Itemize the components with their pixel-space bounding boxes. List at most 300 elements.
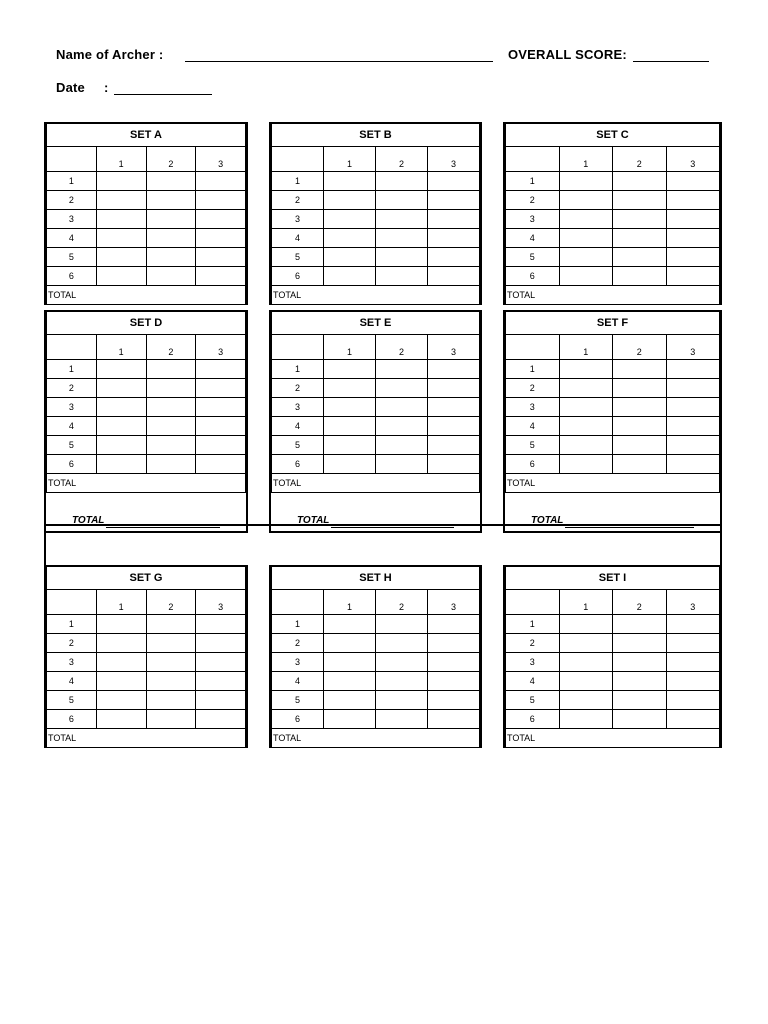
score-cell[interactable] xyxy=(559,248,613,267)
score-row xyxy=(47,672,246,691)
score-cell[interactable] xyxy=(613,172,667,191)
grand-total-area xyxy=(271,493,480,533)
score-row xyxy=(272,417,480,436)
score-cell[interactable] xyxy=(196,248,246,267)
set-total-cell[interactable]: TOTAL xyxy=(47,286,246,305)
row-number: 3 xyxy=(272,398,324,417)
score-cell[interactable] xyxy=(666,172,720,191)
score-row xyxy=(47,417,246,436)
score-row xyxy=(506,379,720,398)
score-cell[interactable] xyxy=(428,229,480,248)
score-cell[interactable] xyxy=(324,672,376,691)
score-row xyxy=(47,455,246,474)
score-cell[interactable] xyxy=(376,710,428,729)
score-row xyxy=(272,436,480,455)
score-cell[interactable] xyxy=(559,229,613,248)
score-cell[interactable] xyxy=(428,691,480,710)
grand-total-field[interactable] xyxy=(565,527,694,528)
column-header: 1 xyxy=(324,590,376,615)
grand-total-label: TOTAL xyxy=(72,515,105,526)
date-label: Date xyxy=(56,80,85,95)
score-cell[interactable] xyxy=(559,172,613,191)
score-cell[interactable] xyxy=(146,248,196,267)
score-cell[interactable] xyxy=(376,615,428,634)
score-cell[interactable] xyxy=(613,710,667,729)
set-total-cell[interactable]: TOTAL xyxy=(506,729,720,748)
row-number: 3 xyxy=(272,653,324,672)
column-header: 3 xyxy=(428,147,480,172)
score-cell[interactable] xyxy=(96,653,146,672)
score-cell[interactable] xyxy=(428,248,480,267)
score-cell[interactable] xyxy=(96,710,146,729)
score-cell[interactable] xyxy=(324,210,376,229)
score-row xyxy=(506,653,720,672)
row-number: 3 xyxy=(47,210,97,229)
score-cell[interactable] xyxy=(613,436,667,455)
score-cell[interactable] xyxy=(428,379,480,398)
score-cell[interactable] xyxy=(196,455,246,474)
score-row xyxy=(272,634,480,653)
score-cell[interactable] xyxy=(376,417,428,436)
set-total-cell[interactable]: TOTAL xyxy=(47,474,246,493)
score-cell[interactable] xyxy=(666,210,720,229)
score-cell[interactable] xyxy=(96,191,146,210)
column-header: 3 xyxy=(196,590,246,615)
score-cell[interactable] xyxy=(376,379,428,398)
score-cell[interactable] xyxy=(428,615,480,634)
set-b-title: SET B xyxy=(272,123,480,147)
score-cell[interactable] xyxy=(324,653,376,672)
score-cell[interactable] xyxy=(666,191,720,210)
score-cell[interactable] xyxy=(428,634,480,653)
score-cell[interactable] xyxy=(146,210,196,229)
score-cell[interactable] xyxy=(559,191,613,210)
row-number: 2 xyxy=(506,191,560,210)
corner-cell xyxy=(47,147,97,172)
score-cell[interactable] xyxy=(196,191,246,210)
row-number: 6 xyxy=(47,455,97,474)
score-cell[interactable] xyxy=(96,229,146,248)
score-row xyxy=(272,267,480,286)
score-cell[interactable] xyxy=(96,417,146,436)
column-header: 1 xyxy=(559,147,613,172)
score-cell[interactable] xyxy=(96,436,146,455)
row-number: 1 xyxy=(272,172,324,191)
set-e-table xyxy=(269,310,482,533)
score-row xyxy=(47,398,246,417)
sheet-left-border xyxy=(44,524,46,566)
set-g-table xyxy=(44,565,248,748)
score-cell[interactable] xyxy=(666,691,720,710)
score-cell[interactable] xyxy=(324,417,376,436)
score-cell[interactable] xyxy=(428,436,480,455)
score-cell[interactable] xyxy=(196,172,246,191)
score-cell[interactable] xyxy=(559,417,613,436)
score-cell[interactable] xyxy=(324,615,376,634)
row-number: 1 xyxy=(506,615,560,634)
grand-total-label: TOTAL xyxy=(297,515,330,526)
row-number: 6 xyxy=(506,267,560,286)
set-total-cell[interactable]: TOTAL xyxy=(272,729,480,748)
overall-score-field[interactable] xyxy=(633,61,709,62)
grand-total-area xyxy=(505,493,720,533)
score-cell[interactable] xyxy=(146,417,196,436)
score-cell[interactable] xyxy=(428,455,480,474)
column-header: 1 xyxy=(559,335,613,360)
score-cell[interactable] xyxy=(613,653,667,672)
score-cell[interactable] xyxy=(666,229,720,248)
score-cell[interactable] xyxy=(666,634,720,653)
row-number: 1 xyxy=(506,360,560,379)
row-number: 4 xyxy=(47,417,97,436)
row-number: 5 xyxy=(506,248,560,267)
score-cell[interactable] xyxy=(96,248,146,267)
score-cell[interactable] xyxy=(376,191,428,210)
date-field[interactable] xyxy=(114,94,212,95)
column-header: 1 xyxy=(324,147,376,172)
score-cell[interactable] xyxy=(559,634,613,653)
score-cell[interactable] xyxy=(96,210,146,229)
score-cell[interactable] xyxy=(146,710,196,729)
score-cell[interactable] xyxy=(666,398,720,417)
score-cell[interactable] xyxy=(613,398,667,417)
score-cell[interactable] xyxy=(196,360,246,379)
row-number: 5 xyxy=(47,436,97,455)
score-cell[interactable] xyxy=(146,634,196,653)
set-g-title: SET G xyxy=(47,566,246,590)
score-cell[interactable] xyxy=(324,248,376,267)
score-row xyxy=(506,691,720,710)
score-cell[interactable] xyxy=(146,191,196,210)
score-cell[interactable] xyxy=(613,634,667,653)
row-number: 5 xyxy=(47,248,97,267)
set-h-table xyxy=(269,565,482,748)
score-cell[interactable] xyxy=(559,436,613,455)
score-cell[interactable] xyxy=(613,417,667,436)
score-cell[interactable] xyxy=(376,455,428,474)
score-row xyxy=(272,398,480,417)
score-cell[interactable] xyxy=(196,398,246,417)
archer-name-label: Name of Archer : xyxy=(56,47,164,62)
score-cell[interactable] xyxy=(324,634,376,653)
score-row xyxy=(506,615,720,634)
score-cell[interactable] xyxy=(559,672,613,691)
score-cell[interactable] xyxy=(96,398,146,417)
set-a-table xyxy=(44,122,248,305)
column-header: 2 xyxy=(146,335,196,360)
row-number: 5 xyxy=(506,691,560,710)
score-row xyxy=(272,379,480,398)
score-cell[interactable] xyxy=(146,360,196,379)
score-cell[interactable] xyxy=(376,653,428,672)
score-cell[interactable] xyxy=(146,172,196,191)
column-header: 3 xyxy=(196,335,246,360)
set-total-cell[interactable]: TOTAL xyxy=(47,729,246,748)
corner-cell xyxy=(506,147,560,172)
score-cell[interactable] xyxy=(96,267,146,286)
column-header: 3 xyxy=(666,335,720,360)
score-row xyxy=(506,634,720,653)
column-header: 2 xyxy=(376,590,428,615)
score-cell[interactable] xyxy=(196,417,246,436)
score-row xyxy=(272,615,480,634)
set-total-cell[interactable]: TOTAL xyxy=(272,474,480,493)
score-cell[interactable] xyxy=(559,691,613,710)
score-cell[interactable] xyxy=(666,379,720,398)
score-cell[interactable] xyxy=(666,248,720,267)
score-cell[interactable] xyxy=(324,229,376,248)
score-cell[interactable] xyxy=(196,634,246,653)
score-cell[interactable] xyxy=(613,210,667,229)
row-number: 2 xyxy=(272,634,324,653)
score-cell[interactable] xyxy=(559,653,613,672)
score-cell[interactable] xyxy=(196,672,246,691)
archer-name-field[interactable] xyxy=(185,61,493,62)
score-cell[interactable] xyxy=(324,455,376,474)
column-header: 2 xyxy=(376,335,428,360)
score-row xyxy=(272,360,480,379)
score-cell[interactable] xyxy=(666,417,720,436)
column-header: 2 xyxy=(146,147,196,172)
score-row xyxy=(47,615,246,634)
score-row xyxy=(506,172,720,191)
corner-cell xyxy=(47,335,97,360)
column-header: 2 xyxy=(376,147,428,172)
row-number: 5 xyxy=(272,436,324,455)
score-cell[interactable] xyxy=(613,360,667,379)
score-cell[interactable] xyxy=(324,691,376,710)
set-e-title: SET E xyxy=(272,311,480,335)
row-number: 2 xyxy=(506,379,560,398)
set-i-table xyxy=(503,565,722,748)
column-header: 3 xyxy=(666,147,720,172)
score-cell[interactable] xyxy=(428,210,480,229)
row-number: 2 xyxy=(272,379,324,398)
corner-cell xyxy=(272,147,324,172)
column-header: 1 xyxy=(559,590,613,615)
score-cell[interactable] xyxy=(196,436,246,455)
score-cell[interactable] xyxy=(196,691,246,710)
row-number: 1 xyxy=(272,360,324,379)
score-cell[interactable] xyxy=(376,398,428,417)
score-cell[interactable] xyxy=(559,210,613,229)
score-cell[interactable] xyxy=(146,615,196,634)
set-f-title: SET F xyxy=(506,311,720,335)
score-cell[interactable] xyxy=(96,634,146,653)
score-cell[interactable] xyxy=(613,455,667,474)
score-cell[interactable] xyxy=(146,267,196,286)
score-cell[interactable] xyxy=(146,398,196,417)
score-cell[interactable] xyxy=(146,436,196,455)
score-cell[interactable] xyxy=(428,360,480,379)
score-cell[interactable] xyxy=(666,455,720,474)
row-number: 2 xyxy=(506,634,560,653)
score-cell[interactable] xyxy=(376,634,428,653)
score-cell[interactable] xyxy=(146,455,196,474)
column-header: 3 xyxy=(666,590,720,615)
column-header: 1 xyxy=(96,590,146,615)
score-cell[interactable] xyxy=(376,436,428,455)
score-cell[interactable] xyxy=(324,436,376,455)
score-cell[interactable] xyxy=(666,436,720,455)
score-cell[interactable] xyxy=(196,379,246,398)
column-header: 1 xyxy=(96,335,146,360)
corner-cell xyxy=(272,590,324,615)
score-cell[interactable] xyxy=(559,710,613,729)
score-row xyxy=(47,360,246,379)
score-cell[interactable] xyxy=(428,710,480,729)
score-cell[interactable] xyxy=(613,379,667,398)
score-row xyxy=(506,360,720,379)
score-cell[interactable] xyxy=(96,672,146,691)
corner-cell xyxy=(506,590,560,615)
score-cell[interactable] xyxy=(96,615,146,634)
score-cell[interactable] xyxy=(196,267,246,286)
score-cell[interactable] xyxy=(428,672,480,691)
row-number: 3 xyxy=(47,398,97,417)
set-c-title: SET C xyxy=(506,123,720,147)
score-cell[interactable] xyxy=(376,360,428,379)
row-number: 1 xyxy=(47,615,97,634)
score-cell[interactable] xyxy=(559,360,613,379)
score-cell[interactable] xyxy=(428,398,480,417)
grand-total-field[interactable] xyxy=(331,527,454,528)
section-divider xyxy=(44,524,722,526)
score-row xyxy=(47,172,246,191)
column-header: 2 xyxy=(613,147,667,172)
column-header: 2 xyxy=(613,590,667,615)
score-cell[interactable] xyxy=(146,379,196,398)
set-total-cell[interactable]: TOTAL xyxy=(506,474,720,493)
score-cell[interactable] xyxy=(146,672,196,691)
score-cell[interactable] xyxy=(96,360,146,379)
score-cell[interactable] xyxy=(196,210,246,229)
score-row xyxy=(47,710,246,729)
overall-score-label: OVERALL SCORE: xyxy=(508,47,627,62)
score-cell[interactable] xyxy=(559,455,613,474)
score-cell[interactable] xyxy=(613,672,667,691)
score-cell[interactable] xyxy=(324,360,376,379)
column-header: 3 xyxy=(428,590,480,615)
score-cell[interactable] xyxy=(559,398,613,417)
corner-cell xyxy=(506,335,560,360)
score-cell[interactable] xyxy=(613,229,667,248)
row-number: 6 xyxy=(272,455,324,474)
row-number: 3 xyxy=(272,210,324,229)
score-cell[interactable] xyxy=(146,691,196,710)
score-row xyxy=(47,248,246,267)
row-number: 6 xyxy=(272,267,324,286)
set-total-cell[interactable]: TOTAL xyxy=(272,286,480,305)
score-row xyxy=(47,379,246,398)
score-cell[interactable] xyxy=(428,267,480,286)
score-cell[interactable] xyxy=(559,379,613,398)
score-cell[interactable] xyxy=(613,248,667,267)
row-number: 4 xyxy=(47,672,97,691)
score-cell[interactable] xyxy=(196,710,246,729)
score-cell[interactable] xyxy=(666,653,720,672)
score-cell[interactable] xyxy=(559,267,613,286)
score-cell[interactable] xyxy=(428,172,480,191)
grand-total-field[interactable] xyxy=(106,527,220,528)
score-cell[interactable] xyxy=(96,691,146,710)
sheet-right-border xyxy=(720,524,722,566)
score-cell[interactable] xyxy=(613,267,667,286)
score-cell[interactable] xyxy=(146,229,196,248)
row-number: 4 xyxy=(506,672,560,691)
score-cell[interactable] xyxy=(613,191,667,210)
row-number: 5 xyxy=(47,691,97,710)
score-cell[interactable] xyxy=(428,653,480,672)
score-cell[interactable] xyxy=(96,379,146,398)
score-cell[interactable] xyxy=(666,710,720,729)
score-cell[interactable] xyxy=(666,615,720,634)
score-cell[interactable] xyxy=(376,267,428,286)
row-number: 5 xyxy=(272,691,324,710)
row-number: 6 xyxy=(506,710,560,729)
score-cell[interactable] xyxy=(613,691,667,710)
score-cell[interactable] xyxy=(196,229,246,248)
score-row xyxy=(506,417,720,436)
score-cell[interactable] xyxy=(428,417,480,436)
row-number: 4 xyxy=(506,417,560,436)
score-row xyxy=(272,210,480,229)
score-cell[interactable] xyxy=(376,172,428,191)
row-number: 2 xyxy=(47,379,97,398)
score-cell[interactable] xyxy=(196,615,246,634)
score-cell[interactable] xyxy=(96,455,146,474)
score-cell[interactable] xyxy=(666,360,720,379)
score-row xyxy=(47,691,246,710)
row-number: 4 xyxy=(506,229,560,248)
row-number: 4 xyxy=(272,417,324,436)
score-cell[interactable] xyxy=(324,191,376,210)
score-row xyxy=(272,172,480,191)
row-number: 5 xyxy=(506,436,560,455)
score-cell[interactable] xyxy=(324,172,376,191)
score-cell[interactable] xyxy=(324,398,376,417)
score-cell[interactable] xyxy=(666,267,720,286)
score-row xyxy=(272,710,480,729)
score-row xyxy=(506,672,720,691)
score-cell[interactable] xyxy=(146,653,196,672)
score-cell[interactable] xyxy=(613,615,667,634)
score-row xyxy=(506,191,720,210)
score-cell[interactable] xyxy=(666,672,720,691)
score-cell[interactable] xyxy=(376,229,428,248)
set-d-table xyxy=(44,310,248,533)
score-cell[interactable] xyxy=(324,267,376,286)
corner-cell xyxy=(47,590,97,615)
row-number: 4 xyxy=(47,229,97,248)
row-number: 4 xyxy=(272,229,324,248)
score-cell[interactable] xyxy=(376,691,428,710)
score-cell[interactable] xyxy=(376,210,428,229)
score-cell[interactable] xyxy=(376,672,428,691)
row-number: 1 xyxy=(47,172,97,191)
column-header: 3 xyxy=(196,147,246,172)
score-cell[interactable] xyxy=(324,710,376,729)
set-f-table xyxy=(503,310,722,533)
score-cell[interactable] xyxy=(376,248,428,267)
score-cell[interactable] xyxy=(96,172,146,191)
score-row xyxy=(272,191,480,210)
score-cell[interactable] xyxy=(428,191,480,210)
set-total-cell[interactable]: TOTAL xyxy=(506,286,720,305)
score-cell[interactable] xyxy=(324,379,376,398)
score-cell[interactable] xyxy=(196,653,246,672)
score-cell[interactable] xyxy=(559,615,613,634)
